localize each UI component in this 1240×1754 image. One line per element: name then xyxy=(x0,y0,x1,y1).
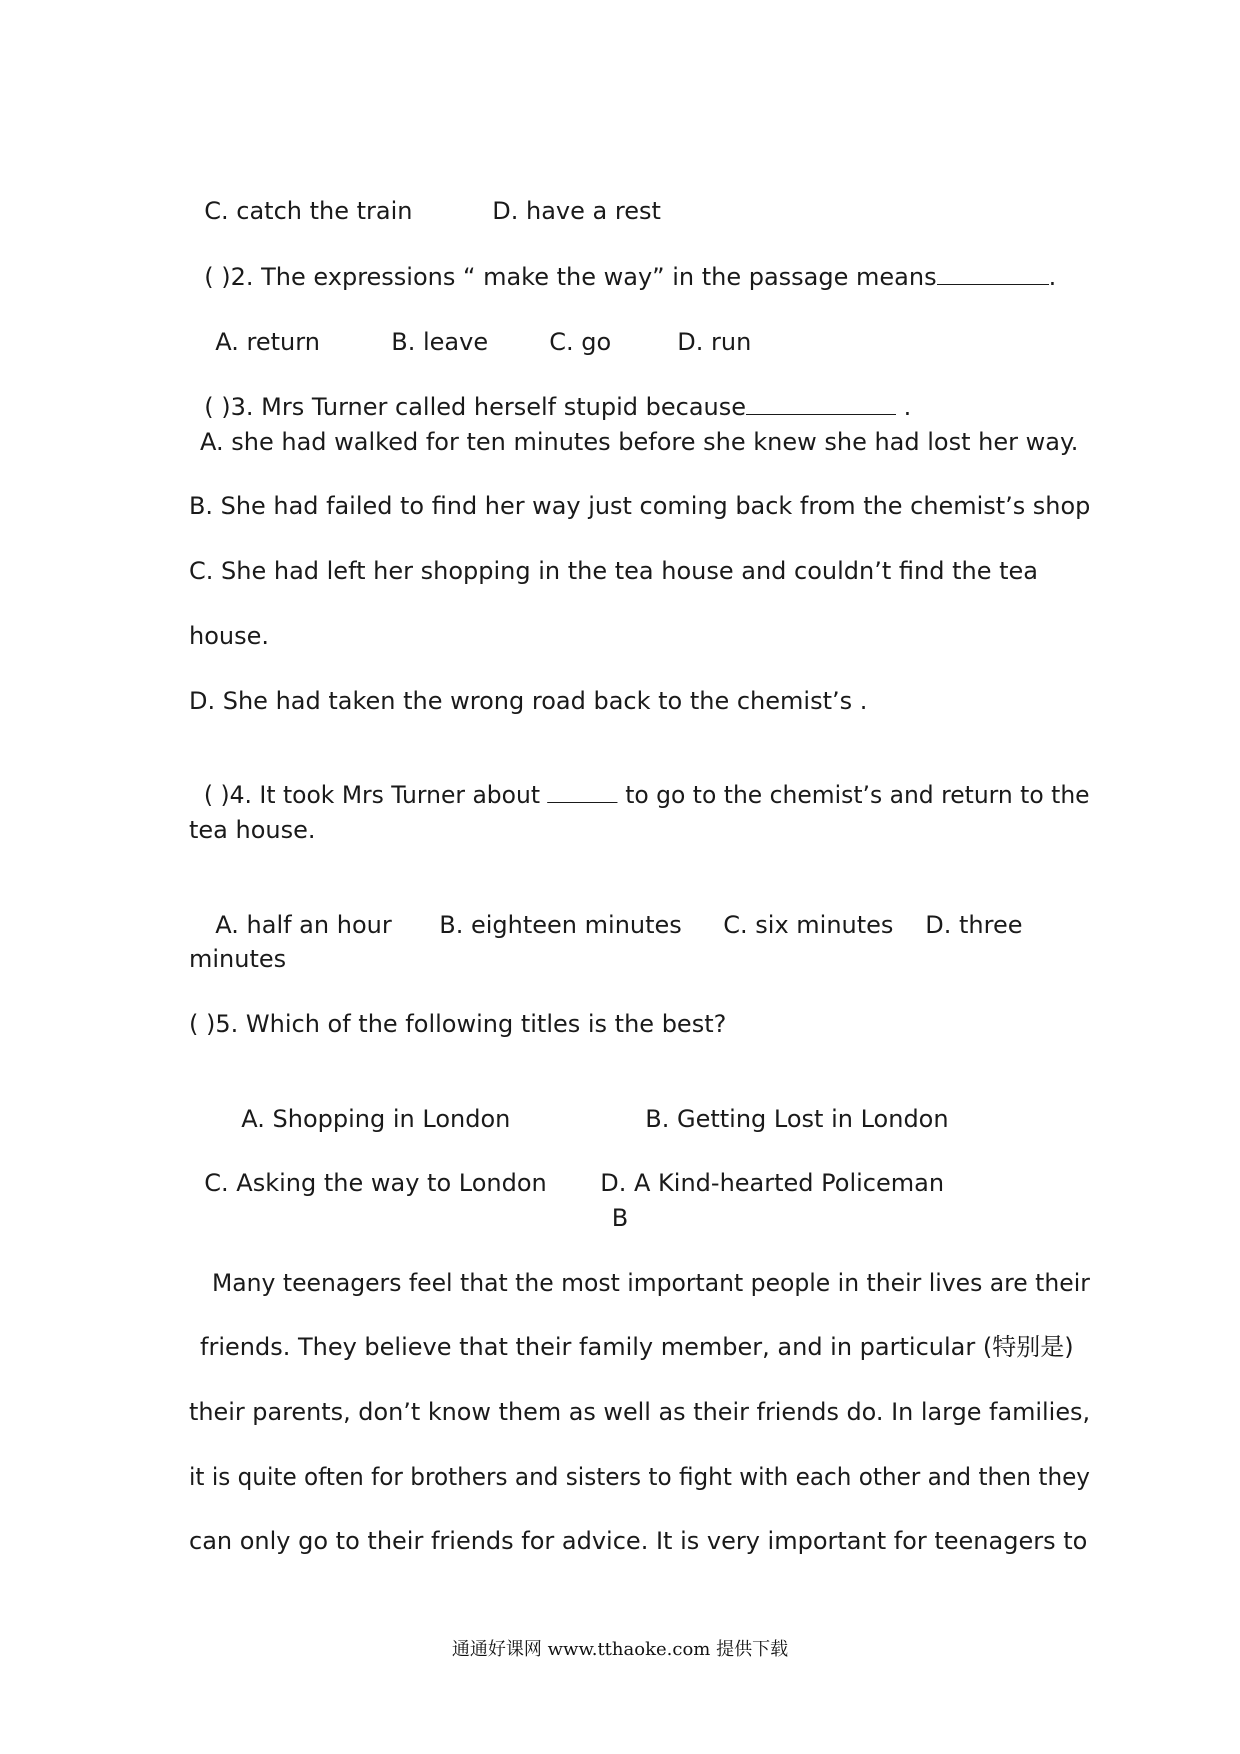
q2-stem-end: . xyxy=(1048,263,1057,291)
q2-option-c: C. go xyxy=(549,328,612,356)
q5-option-a: A. Shopping in London xyxy=(241,1105,511,1133)
q5-stem: ( )5. Which of the following titles is the best? xyxy=(189,1010,727,1038)
q4-option-b: B. eighteen minutes xyxy=(439,911,682,939)
q3-option-d: D. She had taken the wrong road back to the chemist’s . xyxy=(189,687,868,715)
q4-options xyxy=(200,880,1023,940)
q5-option-c: C. Asking the way to London xyxy=(204,1169,547,1197)
q4-answer-blank xyxy=(547,782,617,803)
q3-answer-blank xyxy=(746,394,896,415)
q1-options-cd xyxy=(189,166,661,226)
page-footer: 通通好课网 www.tthaoke.com 提供下载 xyxy=(451,1639,789,1660)
q2-answer-blank xyxy=(937,264,1049,285)
q2-option-b: B. leave xyxy=(391,328,489,356)
passage-line-2: friends. They believe that their family member, and in particular (特别是) xyxy=(200,1333,1074,1361)
q4-option-c: C. six minutes xyxy=(723,911,894,939)
q3-option-c-cont: house. xyxy=(189,622,270,650)
passage-line-4: it is quite often for brothers and sisters to fight with each other and then they xyxy=(189,1463,1090,1491)
passage-line-5: can only go to their friends for advice. It is very important for teenagers to xyxy=(189,1527,1088,1555)
passage-line-1: Many teenagers feel that the most important people in their lives are their xyxy=(212,1269,1090,1297)
q4-stem-text-2: to go to the chemist’s and return to the xyxy=(617,781,1090,809)
q1-option-d: D. have a rest xyxy=(492,197,661,225)
q5-options-cd xyxy=(189,1138,944,1198)
q4-stem xyxy=(189,750,1090,810)
q4-option-a: A. half an hour xyxy=(215,911,392,939)
q1-option-c: C. catch the train xyxy=(204,197,413,225)
q5-option-b: B. Getting Lost in London xyxy=(645,1105,949,1133)
q2-option-d: D. run xyxy=(677,328,752,356)
q2-options xyxy=(200,297,751,357)
q5-options-ab xyxy=(226,1074,949,1134)
passage-line-3: their parents, don’t know them as well as their friends do. In large families, xyxy=(189,1398,1091,1426)
q4-option-d: D. three xyxy=(925,911,1023,939)
q2-stem xyxy=(189,232,1056,292)
q4-stem-text-1: ( )4. It took Mrs Turner about xyxy=(203,781,548,809)
q3-stem xyxy=(189,362,911,422)
q3-option-c: C. She had left her shopping in the tea house and couldn’t find the tea xyxy=(189,557,1038,585)
q2-stem-text: ( )2. The expressions “ make the way” in the passage means xyxy=(204,263,937,291)
q3-option-a: A. she had walked for ten minutes before she knew she had lost her way. xyxy=(200,428,1079,456)
q5-option-d: D. A Kind-hearted Policeman xyxy=(600,1169,945,1197)
q3-stem-text: ( )3. Mrs Turner called herself stupid because xyxy=(204,393,746,421)
q4-option-d-cont: minutes xyxy=(189,945,287,973)
q3-option-b: B. She had failed to find her way just coming back from the chemist’s shop xyxy=(189,492,1091,520)
q2-option-a: A. return xyxy=(215,328,320,356)
section-b-heading: B xyxy=(611,1204,629,1232)
q3-stem-end: . xyxy=(896,393,912,421)
q4-stem-cont: tea house. xyxy=(189,816,316,844)
